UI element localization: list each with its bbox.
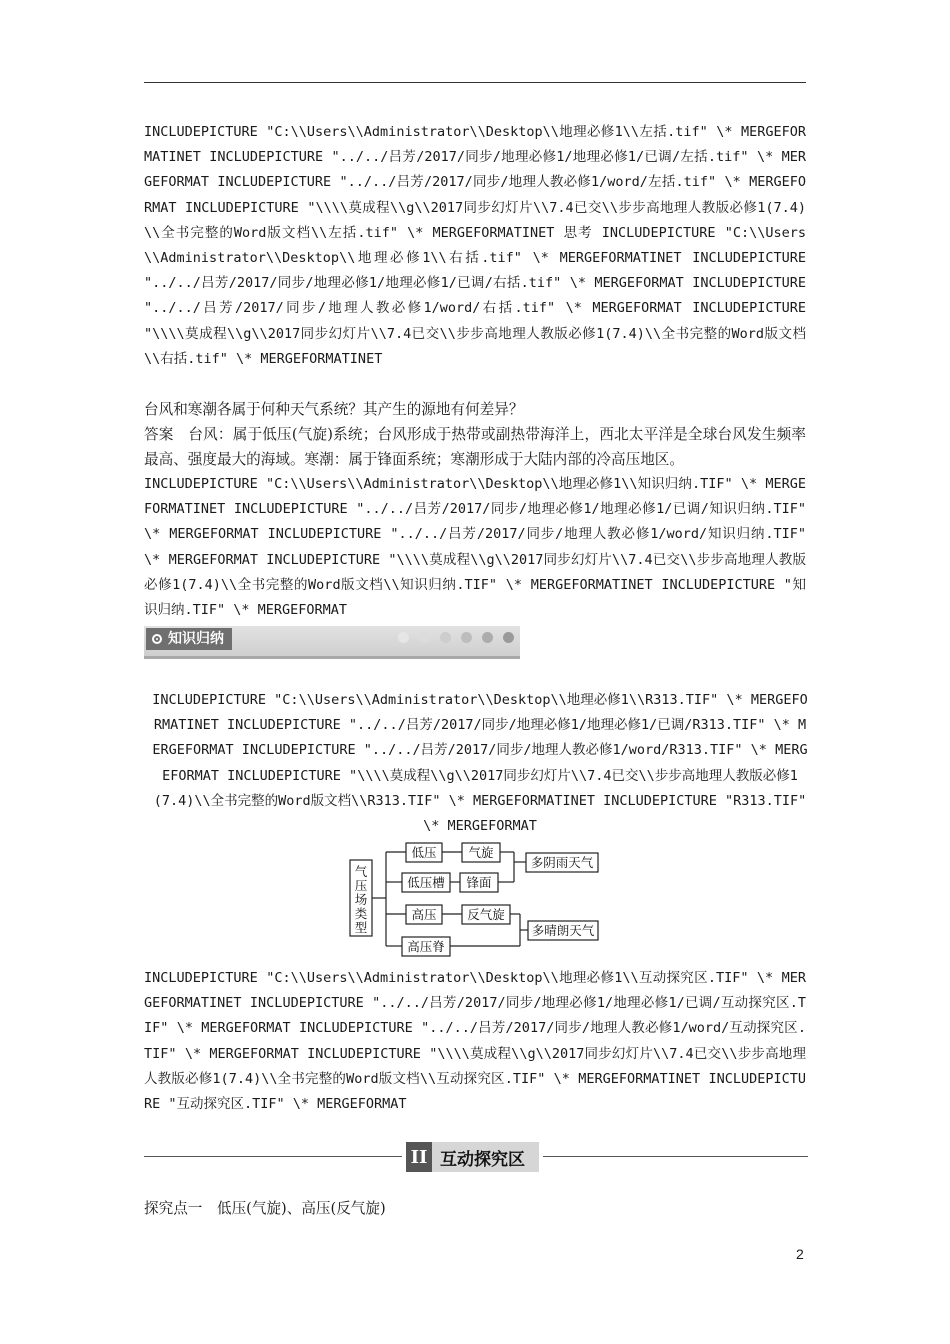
- interactive-exploration-header: [144, 1142, 808, 1172]
- banner-dot: [419, 632, 430, 643]
- banner-dot: [482, 632, 493, 643]
- high-label: 高压: [411, 907, 437, 922]
- knowledge-summary-banner: [144, 626, 520, 659]
- answer-text: 答案 台风：属于低压(气旋)系统；台风形成于热带或副热带海洋上，西北太平洋是全球台风发生频率最高、强度最大的海域。寒潮：属于锋面系统；寒潮形成于大陆内部的冷高压地区。: [144, 426, 806, 469]
- banner-dot: [461, 632, 472, 643]
- banner-dot: [440, 632, 451, 643]
- ridge-label: 高压脊: [407, 939, 445, 954]
- explore-point-heading: 探究点一 低压(气旋)、高压(反气旋): [144, 1200, 386, 1217]
- low-label: 低压: [411, 845, 437, 860]
- page-number: 2: [796, 1246, 804, 1262]
- cyclone-label: 气旋: [468, 845, 494, 860]
- anticyclone-label: 反气旋: [467, 907, 505, 922]
- root-label: 气压场类型: [354, 864, 368, 935]
- banner-dot: [503, 632, 514, 643]
- banner-dots: [398, 632, 514, 643]
- banner-title-text: 知识归纳: [168, 631, 224, 647]
- rainy-label: 多阴雨天气: [530, 855, 594, 870]
- front-label: 锋面: [466, 875, 492, 890]
- field-code-paragraph-4: INCLUDEPICTURE "C:\\Users\\Administrator\\Desktop\\地理必修1\\互动探究区.TIF" \* MERGEFORMATINET INCLUDEPICTURE "../../吕芳/2017/同步/地理必修1/地理必修1/已调/互动探究区.TIF" \* MERGEFORMAT INCLUDEPICTURE "../../吕芳/2017/同步/地理人教必修1/word/互动探究区.TIF" \* MERGEFORMAT INCLUDEPICTURE "\\\\莫成程\\g\\2017同步幻灯片\\7.4已交\\步步高地理人教版必修1(7.4)\\全书完整的Word版文档\\互动探究区.TIF" \* MERGEFORMATINET INCLUDEPICTURE "互动探究区.TIF" \* MERGEFORMAT: [144, 970, 806, 1113]
- pressure-field-diagram: [346, 840, 606, 962]
- banner-title: [146, 628, 232, 650]
- header-rule: [144, 82, 806, 83]
- sunny-label: 多晴朗天气: [531, 923, 595, 938]
- section-title: 互动探究区: [432, 1142, 539, 1172]
- trough-label: 低压槽: [407, 875, 445, 890]
- target-icon: [152, 634, 162, 644]
- section-label: [402, 1142, 543, 1172]
- field-code-paragraph-3: INCLUDEPICTURE "C:\\Users\\Administrator\\Desktop\\地理必修1\\R313.TIF" \* MERGEFORMATINET INCLUDEPICTURE "../../吕芳/2017/同步/地理必修1/地理必修1/已调/R313.TIF" \* MERGEFORMAT INCLUDEPICTURE "../../吕芳/2017/同步/地理人教必修1/word/R313.TIF" \* MERGEFORMAT INCLUDEPICTURE "\\\\莫成程\\g\\2017同步幻灯片\\7.4已交\\步步高地理人教版必修1(7.4)\\全书完整的Word版文档\\R313.TIF" \* MERGEFORMATINET INCLUDEPICTURE "R313.TIF" \* MERGEFORMAT: [152, 692, 808, 835]
- question-text: 台风和寒潮各属于何种天气系统？其产生的源地有何差异？: [144, 401, 524, 418]
- field-code-paragraph-2: INCLUDEPICTURE "C:\\Users\\Administrator\\Desktop\\地理必修1\\知识归纳.TIF" \* MERGEFORMATINET INCLUDEPICTURE "../../吕芳/2017/同步/地理必修1/地理必修1/已调/知识归纳.TIF" \* MERGEFORMAT INCLUDEPICTURE "../../吕芳/2017/同步/地理人教必修1/word/知识归纳.TIF" \* MERGEFORMAT INCLUDEPICTURE "\\\\莫成程\\g\\2017同步幻灯片\\7.4已交\\步步高地理人教版必修1(7.4)\\全书完整的Word版文档\\知识归纳.TIF" \* MERGEFORMATINET INCLUDEPICTURE "知识归纳.TIF" \* MERGEFORMAT: [144, 476, 806, 619]
- section-roman-numeral: II: [406, 1142, 432, 1172]
- field-code-paragraph-1: INCLUDEPICTURE "C:\\Users\\Administrator\\Desktop\\地理必修1\\左括.tif" \* MERGEFORMATINET INCLUDEPICTURE "../../吕芳/2017/同步/地理必修1/地理必修1/已调/左括.tif" \* MERGEFORMAT INCLUDEPICTURE "../../吕芳/2017/同步/地理人教必修1/word/左括.tif" \* MERGEFORMAT INCLUDEPICTURE "\\\\莫成程\\g\\2017同步幻灯片\\7.4已交\\步步高地理人教版必修1(7.4)\\全书完整的Word版文档\\左括.tif" \* MERGEFORMATINET 思考 INCLUDEPICTURE "C:\\Users\\Administrator\\Desktop\\地理必修1\\右括.tif" \* MERGEFORMATINET INCLUDEPICTURE "../../吕芳/2017/同步/地理必修1/地理必修1/已调/右括.tif" \* MERGEFORMAT INCLUDEPICTURE "../../吕芳/2017/同步/地理人教必修1/word/右括.tif" \* MERGEFORMAT INCLUDEPICTURE "\\\\莫成程\\g\\2017同步幻灯片\\7.4已交\\步步高地理人教版必修1(7.4)\\全书完整的Word版文档\\右括.tif" \* MERGEFORMATINET: [144, 124, 806, 367]
- banner-dot: [398, 632, 409, 643]
